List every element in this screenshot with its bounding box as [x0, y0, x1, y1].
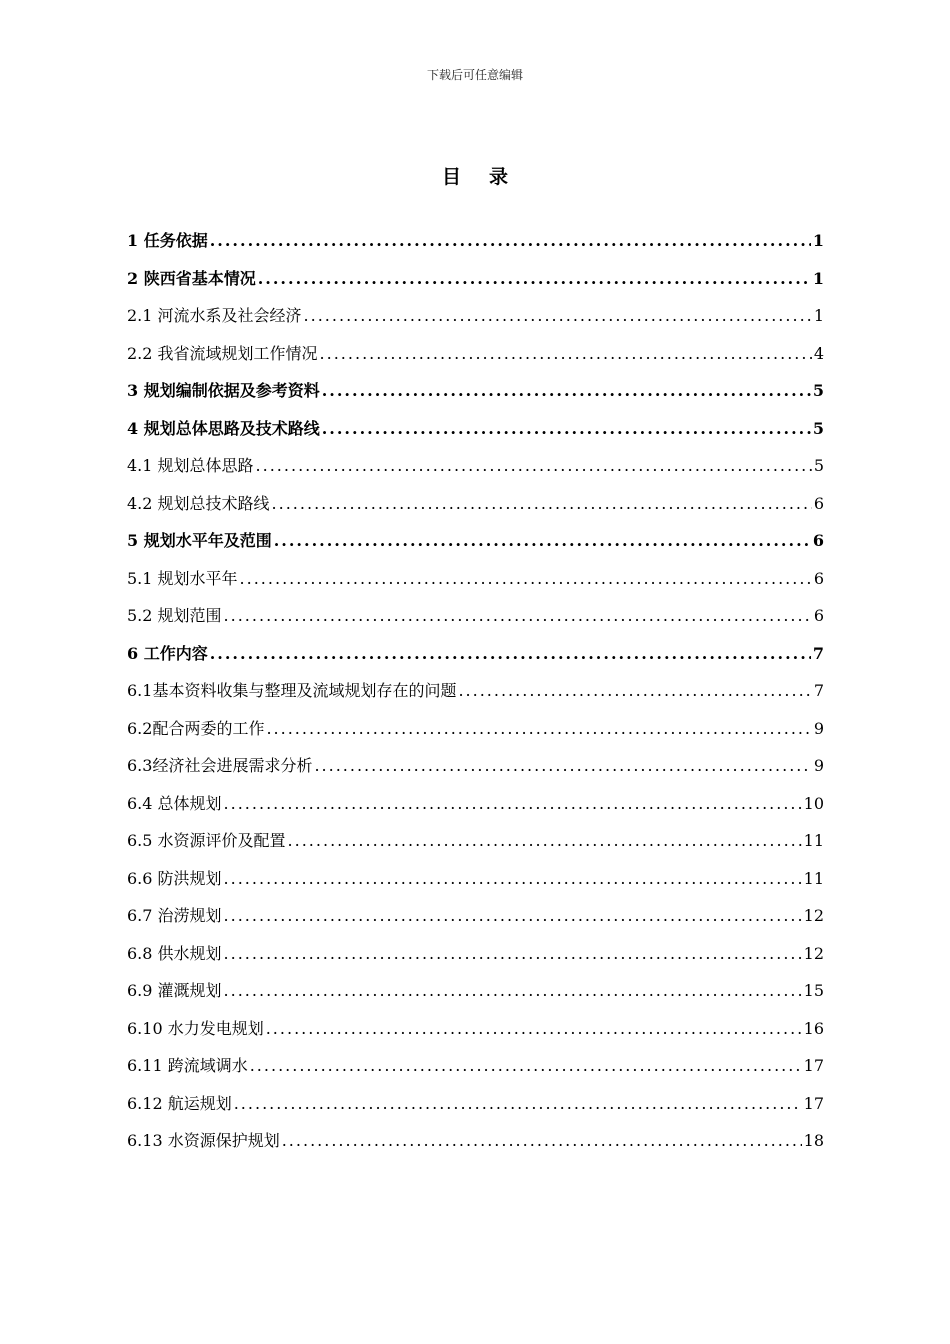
toc-leader-dots — [322, 381, 811, 400]
toc-entry-label: 6.12 航运规划 — [127, 1093, 232, 1113]
toc-entry-page: 17 — [803, 1056, 824, 1075]
toc-entry-label: 4.2 规划总技术路线 — [127, 493, 270, 513]
toc-entry-label: 1 任务依据 — [127, 231, 208, 250]
toc-leader-dots — [288, 831, 802, 850]
toc-entry-page: 11 — [803, 868, 824, 888]
toc-entry-page: 9 — [813, 718, 824, 738]
toc-entry-page: 6 — [812, 531, 824, 550]
toc-entry-label: 5.2 规划范围 — [127, 606, 222, 625]
toc-entry-label: 2 陕西省基本情况 — [127, 268, 256, 288]
toc-entry[interactable] — [127, 1091, 824, 1129]
toc-entry-label: 4.1 规划总体思路 — [127, 456, 254, 475]
toc-leader-dots — [322, 419, 811, 438]
toc-entry-label: 6.3经济社会进展需求分析 — [127, 756, 313, 775]
toc-leader-dots — [256, 456, 812, 475]
toc-entry-page: 5 — [812, 418, 824, 438]
toc-entry[interactable] — [127, 1016, 824, 1054]
page-title: 目录 — [441, 166, 536, 188]
toc-entry[interactable] — [127, 303, 824, 341]
toc-entry-page: 15 — [803, 981, 824, 1000]
toc-entry[interactable] — [127, 266, 824, 304]
toc-entry-page: 7 — [813, 681, 824, 700]
toc-leader-dots — [266, 719, 811, 738]
toc-entry-label: 6.10 水力发电规划 — [127, 1018, 264, 1038]
toc-entry-page: 18 — [803, 1131, 824, 1150]
toc-entry[interactable] — [127, 1128, 824, 1166]
toc-entry[interactable] — [127, 491, 824, 529]
toc-entry[interactable] — [127, 378, 824, 416]
toc-entry-label: 5 规划水平年及范围 — [127, 531, 272, 550]
toc-leader-dots — [210, 231, 811, 250]
toc-entry[interactable] — [127, 678, 824, 716]
toc-leader-dots — [274, 531, 811, 550]
toc-entry[interactable] — [127, 903, 824, 941]
toc-entry-page: 6 — [813, 568, 824, 588]
toc-entry-page: 6 — [813, 606, 824, 625]
toc-leader-dots — [210, 644, 811, 663]
toc-entry-label: 2.1 河流水系及社会经济 — [127, 306, 302, 325]
toc-entry-page: 11 — [803, 831, 824, 850]
toc-entry[interactable] — [127, 716, 824, 754]
toc-entry-label: 6.6 防洪规划 — [127, 868, 222, 888]
toc-entry-page: 4 — [813, 343, 824, 363]
toc-leader-dots — [304, 306, 812, 325]
toc-entry[interactable] — [127, 641, 824, 679]
toc-leader-dots — [282, 1131, 802, 1150]
toc-leader-dots — [320, 344, 812, 363]
toc-entry-label: 6.4 总体规划 — [127, 793, 222, 813]
toc-leader-dots — [224, 606, 812, 625]
toc-entry-label: 6.5 水资源评价及配置 — [127, 831, 286, 850]
toc-leader-dots — [240, 569, 812, 588]
toc-entry-label: 6.8 供水规划 — [127, 943, 222, 963]
toc-entry[interactable] — [127, 341, 824, 379]
toc-entry-page: 10 — [803, 793, 824, 813]
toc-leader-dots — [224, 906, 802, 925]
toc-entry[interactable] — [127, 866, 824, 904]
toc-entry[interactable] — [127, 941, 824, 979]
toc-entry-page: 5 — [813, 456, 824, 475]
toc-entry-page: 17 — [803, 1093, 824, 1113]
toc-entry[interactable] — [127, 228, 824, 266]
toc-entry-label: 6 工作内容 — [127, 643, 208, 663]
toc-leader-dots — [258, 269, 811, 288]
toc-leader-dots — [250, 1056, 802, 1075]
toc-entry[interactable] — [127, 566, 824, 604]
toc-leader-dots — [224, 794, 802, 813]
toc-entry[interactable] — [127, 603, 824, 641]
toc-leader-dots — [266, 1019, 802, 1038]
toc-entry-label: 6.11 跨流域调水 — [127, 1056, 248, 1075]
header-note: 下载后可任意编辑 — [426, 68, 523, 82]
toc-leader-dots — [314, 756, 811, 775]
toc-entry-page: 1 — [812, 268, 824, 288]
toc-entry-label: 3 规划编制依据及参考资料 — [127, 381, 320, 400]
toc-entry[interactable] — [127, 1053, 824, 1091]
toc-entry[interactable] — [127, 828, 824, 866]
toc-entry-page: 12 — [803, 943, 824, 963]
toc-entry[interactable] — [127, 453, 824, 491]
toc-entry-page: 5 — [812, 381, 824, 400]
toc-entry-page: 6 — [813, 493, 824, 513]
toc-entry-page: 7 — [812, 643, 824, 663]
toc-entry-page: 9 — [813, 756, 824, 775]
toc-entry-label: 6.9 灌溉规划 — [127, 981, 222, 1000]
toc-entry-page: 12 — [803, 906, 824, 925]
table-of-contents — [127, 228, 824, 1166]
toc-leader-dots — [272, 494, 812, 513]
toc-leader-dots — [458, 681, 811, 700]
toc-entry-page: 1 — [812, 231, 824, 250]
toc-entry[interactable] — [127, 753, 824, 791]
toc-entry[interactable] — [127, 791, 824, 829]
toc-leader-dots — [224, 981, 802, 1000]
toc-entry-label: 5.1 规划水平年 — [127, 568, 238, 588]
toc-leader-dots — [224, 944, 802, 963]
toc-entry-label: 2.2 我省流域规划工作情况 — [127, 343, 318, 363]
toc-entry-label: 6.1基本资料收集与整理及流域规划存在的问题 — [127, 681, 457, 700]
toc-entry-page: 1 — [813, 306, 824, 325]
toc-entry-label: 6.2配合两委的工作 — [127, 718, 265, 738]
toc-entry-page: 16 — [803, 1018, 824, 1038]
toc-entry[interactable] — [127, 528, 824, 566]
toc-entry-label: 6.7 治涝规划 — [127, 906, 222, 925]
toc-entry-label: 4 规划总体思路及技术路线 — [127, 418, 320, 438]
toc-entry-label: 6.13 水资源保护规划 — [127, 1131, 280, 1150]
toc-leader-dots — [224, 869, 802, 888]
toc-entry[interactable] — [127, 978, 824, 1016]
toc-entry[interactable] — [127, 416, 824, 454]
toc-leader-dots — [234, 1094, 802, 1113]
